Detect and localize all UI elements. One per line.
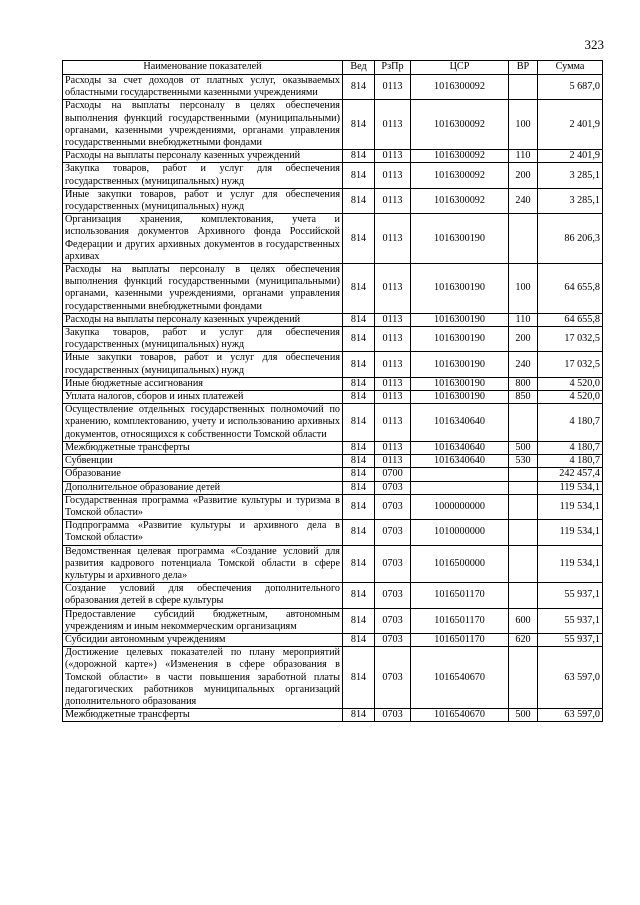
cell-ved: 814 [343, 633, 375, 646]
cell-ved: 814 [343, 647, 375, 709]
cell-rzpr: 0113 [375, 75, 411, 100]
cell-sum: 119 534,1 [538, 494, 603, 519]
cell-name: Подпрограмма «Развитие культуры и архивного дела в Томской области» [63, 520, 343, 545]
table-row [63, 633, 603, 646]
cell-csr: 1016300092 [411, 163, 509, 188]
table-row [63, 377, 603, 390]
cell-csr: 1010000000 [411, 520, 509, 545]
table-row [63, 327, 603, 352]
cell-sum: 119 534,1 [538, 545, 603, 583]
cell-name: Расходы на выплаты персоналу в целях обеспечения выполнения функций государственными (муниципальными) органами, казенными учреждениями, органами управления государственными внебюджетными фондами [63, 100, 343, 150]
page-number: 323 [584, 37, 604, 52]
cell-csr: 1016340640 [411, 441, 509, 454]
cell-ved: 814 [343, 481, 375, 494]
cell-name: Иные закупки товаров, работ и услуг для обеспечения государственных (муниципальных) нужд [63, 352, 343, 377]
cell-sum: 17 032,5 [538, 327, 603, 352]
header-csr: ЦСР [411, 61, 509, 75]
cell-name: Иные закупки товаров, работ и услуг для обеспечения государственных (муниципальных) нужд [63, 188, 343, 213]
cell-rzpr: 0113 [375, 264, 411, 314]
cell-vr: 240 [509, 352, 538, 377]
cell-sum: 64 655,8 [538, 264, 603, 314]
cell-name: Межбюджетные трансферты [63, 709, 343, 722]
cell-csr: 1016300190 [411, 352, 509, 377]
cell-vr: 200 [509, 163, 538, 188]
cell-sum: 242 457,4 [538, 468, 603, 481]
cell-vr: 110 [509, 150, 538, 163]
cell-rzpr: 0703 [375, 481, 411, 494]
cell-rzpr: 0113 [375, 163, 411, 188]
cell-name: Уплата налогов, сборов и иных платежей [63, 391, 343, 404]
cell-vr [509, 481, 538, 494]
cell-vr: 850 [509, 391, 538, 404]
cell-ved: 814 [343, 377, 375, 390]
header-ved: Вед [343, 61, 375, 75]
cell-rzpr: 0113 [375, 404, 411, 442]
cell-name: Достижение целевых показателей по плану мероприятий («дорожной карте») «Изменения в сфере образования в Томской области» в части повышения заработной платы педагогических работников муниципальных организаций дополнительного образования [63, 647, 343, 709]
table-row [63, 481, 603, 494]
cell-ved: 814 [343, 327, 375, 352]
table-row [63, 441, 603, 454]
cell-sum: 5 687,0 [538, 75, 603, 100]
cell-sum: 55 937,1 [538, 608, 603, 633]
header-name: Наименование показателей [63, 61, 343, 75]
cell-rzpr: 0703 [375, 583, 411, 608]
cell-ved: 814 [343, 404, 375, 442]
table-row [63, 647, 603, 709]
cell-name: Предоставление субсидий бюджетным, автономным учреждениям и иным некоммерческим организациям [63, 608, 343, 633]
cell-name: Расходы на выплаты персоналу в целях обеспечения выполнения функций государственными (муниципальными) органами, казенными учреждениями, органами управления государственными внебюджетными фондами [63, 264, 343, 314]
cell-csr: 1016300092 [411, 100, 509, 150]
cell-rzpr: 0113 [375, 441, 411, 454]
cell-sum: 63 597,0 [538, 647, 603, 709]
cell-csr: 1016300190 [411, 313, 509, 326]
cell-ved: 814 [343, 608, 375, 633]
cell-name: Межбюджетные трансферты [63, 441, 343, 454]
cell-vr: 100 [509, 264, 538, 314]
cell-vr [509, 494, 538, 519]
cell-sum: 4 520,0 [538, 391, 603, 404]
cell-sum: 64 655,8 [538, 313, 603, 326]
cell-ved: 814 [343, 545, 375, 583]
cell-vr [509, 214, 538, 264]
table-row [63, 608, 603, 633]
cell-vr: 530 [509, 455, 538, 468]
cell-ved: 814 [343, 468, 375, 481]
cell-ved: 814 [343, 352, 375, 377]
cell-ved: 814 [343, 391, 375, 404]
table-row [63, 313, 603, 326]
cell-csr: 1016340640 [411, 455, 509, 468]
cell-vr: 240 [509, 188, 538, 213]
cell-vr: 800 [509, 377, 538, 390]
cell-rzpr: 0703 [375, 633, 411, 646]
cell-sum: 2 401,9 [538, 150, 603, 163]
table-row [63, 163, 603, 188]
cell-vr: 110 [509, 313, 538, 326]
table-row [63, 214, 603, 264]
cell-csr [411, 481, 509, 494]
cell-csr: 1016501170 [411, 583, 509, 608]
cell-vr: 500 [509, 441, 538, 454]
cell-sum: 2 401,9 [538, 100, 603, 150]
table-row [63, 352, 603, 377]
cell-ved: 814 [343, 75, 375, 100]
cell-vr: 100 [509, 100, 538, 150]
cell-ved: 814 [343, 709, 375, 722]
cell-csr: 1016300190 [411, 377, 509, 390]
cell-vr [509, 468, 538, 481]
table-body [63, 75, 603, 722]
cell-rzpr: 0113 [375, 150, 411, 163]
table-row [63, 100, 603, 150]
cell-name: Дополнительное образование детей [63, 481, 343, 494]
cell-name: Субсидии автономным учреждениям [63, 633, 343, 646]
cell-ved: 814 [343, 494, 375, 519]
budget-table [62, 60, 603, 722]
table-row [63, 264, 603, 314]
cell-vr [509, 75, 538, 100]
cell-rzpr: 0113 [375, 214, 411, 264]
table-row [63, 709, 603, 722]
cell-csr: 1000000000 [411, 494, 509, 519]
cell-vr [509, 404, 538, 442]
cell-name: Иные бюджетные ассигнования [63, 377, 343, 390]
cell-ved: 814 [343, 520, 375, 545]
table-row [63, 468, 603, 481]
table-row [63, 150, 603, 163]
cell-ved: 814 [343, 163, 375, 188]
cell-ved: 814 [343, 100, 375, 150]
cell-name: Расходы за счет доходов от платных услуг, оказываемых областными государственными казенными учреждениями [63, 75, 343, 100]
cell-ved: 814 [343, 264, 375, 314]
cell-sum: 55 937,1 [538, 633, 603, 646]
cell-csr: 1016501170 [411, 633, 509, 646]
cell-ved: 814 [343, 188, 375, 213]
cell-name: Осуществление отдельных государственных полномочий по хранению, комплектованию, учету и использованию архивных документов, относящихся к собственности Томской области [63, 404, 343, 442]
cell-csr: 1016300190 [411, 391, 509, 404]
table-row [63, 391, 603, 404]
cell-rzpr: 0703 [375, 608, 411, 633]
cell-rzpr: 0113 [375, 100, 411, 150]
table-row [63, 520, 603, 545]
cell-name: Создание условий для обеспечения дополнительного образования детей в сфере культуры [63, 583, 343, 608]
cell-rzpr: 0703 [375, 494, 411, 519]
cell-rzpr: 0113 [375, 313, 411, 326]
cell-ved: 814 [343, 214, 375, 264]
table-row [63, 188, 603, 213]
cell-csr: 1016300092 [411, 150, 509, 163]
cell-csr: 1016501170 [411, 608, 509, 633]
cell-name: Государственная программа «Развитие культуры и туризма в Томской области» [63, 494, 343, 519]
header-vr: ВР [509, 61, 538, 75]
cell-name: Расходы на выплаты персоналу казенных учреждений [63, 150, 343, 163]
cell-sum: 86 206,3 [538, 214, 603, 264]
table-row [63, 494, 603, 519]
table-row [63, 545, 603, 583]
cell-rzpr: 0113 [375, 391, 411, 404]
cell-sum: 3 285,1 [538, 188, 603, 213]
cell-vr: 200 [509, 327, 538, 352]
cell-name: Закупка товаров, работ и услуг для обеспечения государственных (муниципальных) нужд [63, 163, 343, 188]
cell-vr [509, 647, 538, 709]
header-sum: Сумма [538, 61, 603, 75]
cell-vr: 600 [509, 608, 538, 633]
cell-vr [509, 583, 538, 608]
cell-csr: 1016300190 [411, 327, 509, 352]
cell-name: Закупка товаров, работ и услуг для обеспечения государственных (муниципальных) нужд [63, 327, 343, 352]
cell-name: Организация хранения, комплектования, учета и использования документов Архивного фонда Российской Федерации и других архивных документов в государственных архивах [63, 214, 343, 264]
table-row [63, 583, 603, 608]
cell-sum: 4 180,7 [538, 455, 603, 468]
cell-rzpr: 0700 [375, 468, 411, 481]
table-row [63, 75, 603, 100]
cell-csr [411, 468, 509, 481]
cell-vr: 500 [509, 709, 538, 722]
cell-sum: 4 180,7 [538, 404, 603, 442]
cell-csr: 1016540670 [411, 647, 509, 709]
cell-rzpr: 0703 [375, 545, 411, 583]
cell-csr: 1016300190 [411, 214, 509, 264]
cell-name: Субвенции [63, 455, 343, 468]
cell-rzpr: 0113 [375, 455, 411, 468]
cell-csr: 1016300092 [411, 75, 509, 100]
cell-sum: 4 520,0 [538, 377, 603, 390]
cell-sum: 4 180,7 [538, 441, 603, 454]
cell-name: Расходы на выплаты персоналу казенных учреждений [63, 313, 343, 326]
cell-csr: 1016500000 [411, 545, 509, 583]
cell-rzpr: 0113 [375, 188, 411, 213]
cell-sum: 119 534,1 [538, 481, 603, 494]
cell-rzpr: 0113 [375, 327, 411, 352]
cell-ved: 814 [343, 455, 375, 468]
header-rzpr: РзПр [375, 61, 411, 75]
cell-rzpr: 0703 [375, 709, 411, 722]
cell-sum: 17 032,5 [538, 352, 603, 377]
cell-vr: 620 [509, 633, 538, 646]
cell-sum: 119 534,1 [538, 520, 603, 545]
cell-ved: 814 [343, 313, 375, 326]
table-header-row [63, 61, 603, 75]
cell-vr [509, 520, 538, 545]
cell-csr: 1016340640 [411, 404, 509, 442]
cell-ved: 814 [343, 583, 375, 608]
cell-sum: 55 937,1 [538, 583, 603, 608]
cell-ved: 814 [343, 150, 375, 163]
cell-name: Ведомственная целевая программа «Создание условий для развития кадрового потенциала Томской области в сфере культуры и архивного дела» [63, 545, 343, 583]
cell-ved: 814 [343, 441, 375, 454]
cell-csr: 1016300092 [411, 188, 509, 213]
cell-rzpr: 0703 [375, 520, 411, 545]
cell-csr: 1016300190 [411, 264, 509, 314]
cell-rzpr: 0113 [375, 377, 411, 390]
cell-rzpr: 0703 [375, 647, 411, 709]
cell-vr [509, 545, 538, 583]
cell-name: Образование [63, 468, 343, 481]
table-row [63, 404, 603, 442]
cell-sum: 63 597,0 [538, 709, 603, 722]
cell-rzpr: 0113 [375, 352, 411, 377]
table-row [63, 455, 603, 468]
cell-sum: 3 285,1 [538, 163, 603, 188]
cell-csr: 1016540670 [411, 709, 509, 722]
